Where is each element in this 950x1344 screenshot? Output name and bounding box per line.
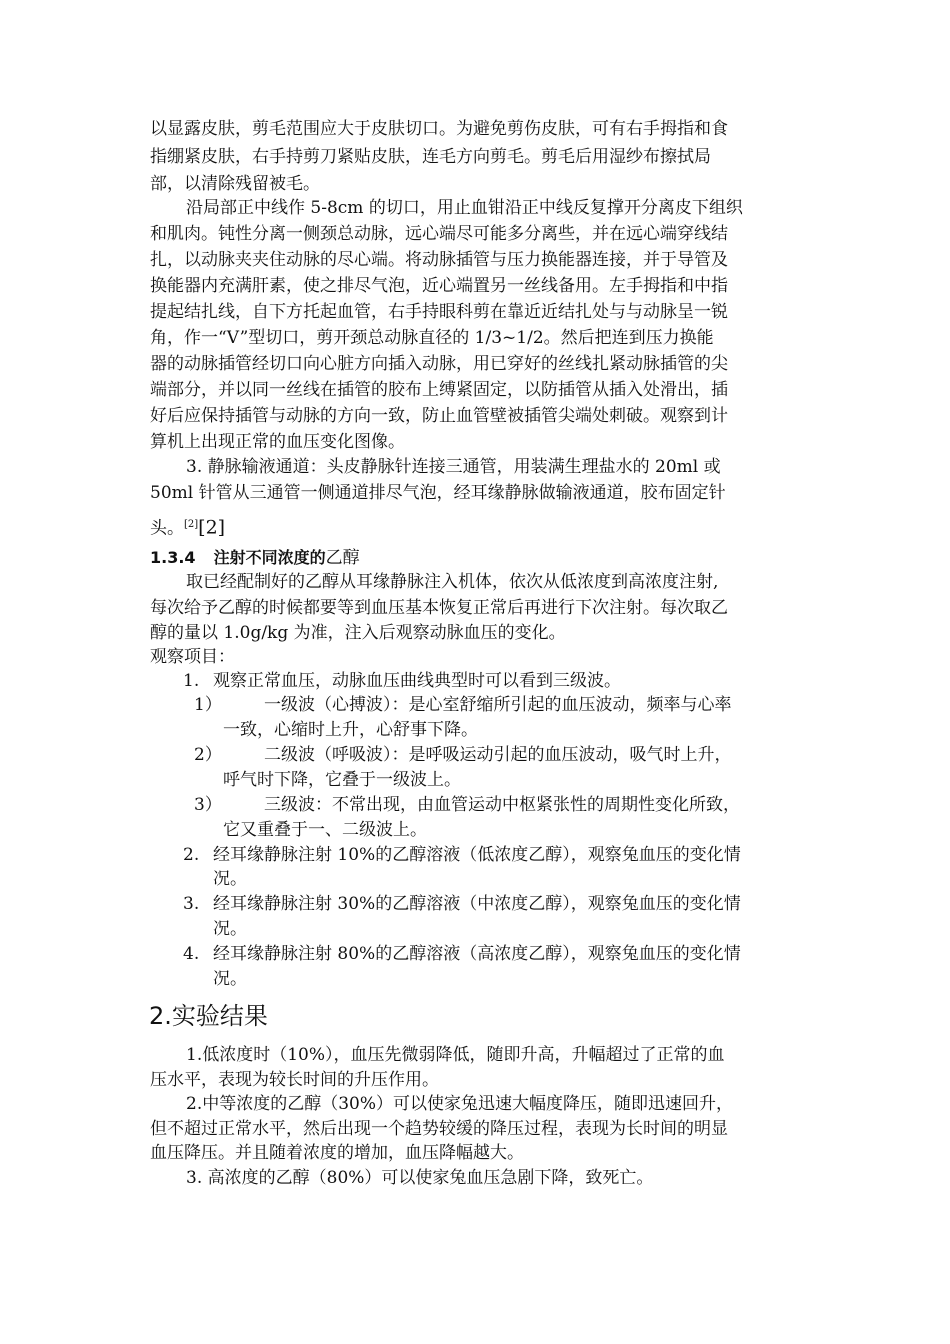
text-line: 2.中等浓度的乙醇（30%）可以使家兔迅速大幅度降压，随即迅速回升， [186,1094,734,1114]
section-heading [150,545,360,571]
list-number: 4. [183,944,200,964]
list-item: 一致，心缩时上升，心舒事下降。 [223,720,478,740]
text-line: 提起结扎线，自下方托起血管，右手持眼科剪在靠近近结扎处与与动脉呈一锐 [150,302,728,322]
citation-superscript: [2] [184,519,199,530]
text-line: 3. 高浓度的乙醇（80%）可以使家兔血压急剧下降，致死亡。 [186,1168,654,1188]
list-item: 经耳缘静脉注射 80%的乙醇溶液（高浓度乙醇），观察兔血压的变化情 [213,944,741,964]
text-line: 醇的量以 1.0g/kg 为准，注入后观察动脉血压的变化。 [150,623,566,643]
section-number: 1.3.4 [150,548,196,567]
section-heading: 2.实验结果 [149,1002,268,1030]
text-fragment: 头。 [150,518,184,539]
text-line: 1.低浓度时（10%），血压先微弱降低，随即升高，升幅超过了正常的血 [186,1045,725,1065]
text-line: 但不超过正常水平，然后出现一个趋势较缓的降压过程，表现为长时间的明显 [150,1119,728,1139]
text-line: 血压降压。并且随着浓度的增加，血压降幅越大。 [150,1143,524,1163]
list-item: 经耳缘静脉注射 10%的乙醇溶液（低浓度乙醇），观察兔血压的变化情 [213,845,741,865]
text-line: 部，以清除残留被毛。 [150,174,320,194]
list-item: 呼气时下降，它叠于一级波上。 [223,770,461,790]
section-title-bold: 注射不同浓度的 [213,548,326,567]
text-line: 算机上出现正常的血压变化图像。 [150,432,405,452]
text-line: 沿局部正中线作 5-8cm 的切口，用止血钳沿正中线反复撑开分离皮下组织 [186,198,743,218]
text-line: 器的动脉插管经切口向心脏方向插入动脉，用已穿好的丝线扎紧动脉插管的尖 [150,354,728,374]
text-line: 指绷紧皮肤，右手持剪刀紧贴皮肤，连毛方向剪毛。剪毛后用湿纱布擦拭局 [150,147,711,167]
list-item: 它又重叠于一、二级波上。 [223,820,427,840]
list-item: 二级波（呼吸波）：是呼吸运动引起的血压波动，吸气时上升， [264,745,732,765]
citation-reference: [2] [198,516,226,539]
text-line: 角，作一“V”型切口，剪开颈总动脉直径的 1/3~1/2。然后把连到压力换能 [150,328,714,348]
text-line: 50ml 针管从三通管一侧通道排尽气泡，经耳缘静脉做输液通道，胶布固定针 [150,483,726,503]
text-line: 3. 静脉输液通道：头皮静脉针连接三通管，用装满生理盐水的 20ml 或 [186,457,721,477]
section-title-plain: 乙醇 [325,548,360,568]
text-line: 取已经配制好的乙醇从耳缘静脉注入机体，依次从低浓度到高浓度注射, [186,572,719,592]
list-number: 2. [183,845,200,865]
list-item: 观察正常血压，动脉血压曲线典型时可以看到三级波。 [213,671,621,691]
list-item: 况。 [213,869,247,889]
text-line: 换能器内充满肝素，使之排尽气泡，近心端置另一丝线备用。左手拇指和中指 [150,276,728,296]
text-line: 扎，以动脉夹夹住动脉的尽心端。将动脉插管与压力换能器连接，并于导管及 [150,250,728,270]
list-item: 况。 [213,919,247,939]
list-item: 况。 [213,969,247,989]
text-line: 和肌肉。钝性分离一侧颈总动脉，远心端尽可能多分离些，并在远心端穿线结 [150,224,728,244]
text-line: 每次给予乙醇的时候都要等到血压基本恢复正常后再进行下次注射。每次取乙 [150,598,728,618]
list-number: 2） [194,745,222,765]
list-number: 1. [183,671,200,691]
text-line: 压水平，表现为较长时间的升压作用。 [150,1070,439,1090]
list-item: 一级波（心搏波）：是心室舒缩所引起的血压波动，频率与心率 [264,695,732,715]
list-number: 3. [183,894,200,914]
text-line: 以显露皮肤，剪毛范围应大于皮肤切口。为避免剪伤皮肤，可有右手拇指和食 [150,119,728,139]
observe-label: 观察项目： [150,647,235,667]
list-number: 3） [194,795,222,815]
text-line: 端部分，并以同一丝线在插管的胶布上缚紧固定，以防插管从插入处滑出，插 [150,380,728,400]
list-number: 1） [194,695,222,715]
list-item: 三级波：不常出现，由血管运动中枢紧张性的周期性变化所致， [264,795,740,815]
text-line [150,512,225,542]
list-item: 经耳缘静脉注射 30%的乙醇溶液（中浓度乙醇），观察兔血压的变化情 [213,894,741,914]
text-line: 好后应保持插管与动脉的方向一致，防止血管壁被插管尖端处刺破。观察到计 [150,406,728,426]
